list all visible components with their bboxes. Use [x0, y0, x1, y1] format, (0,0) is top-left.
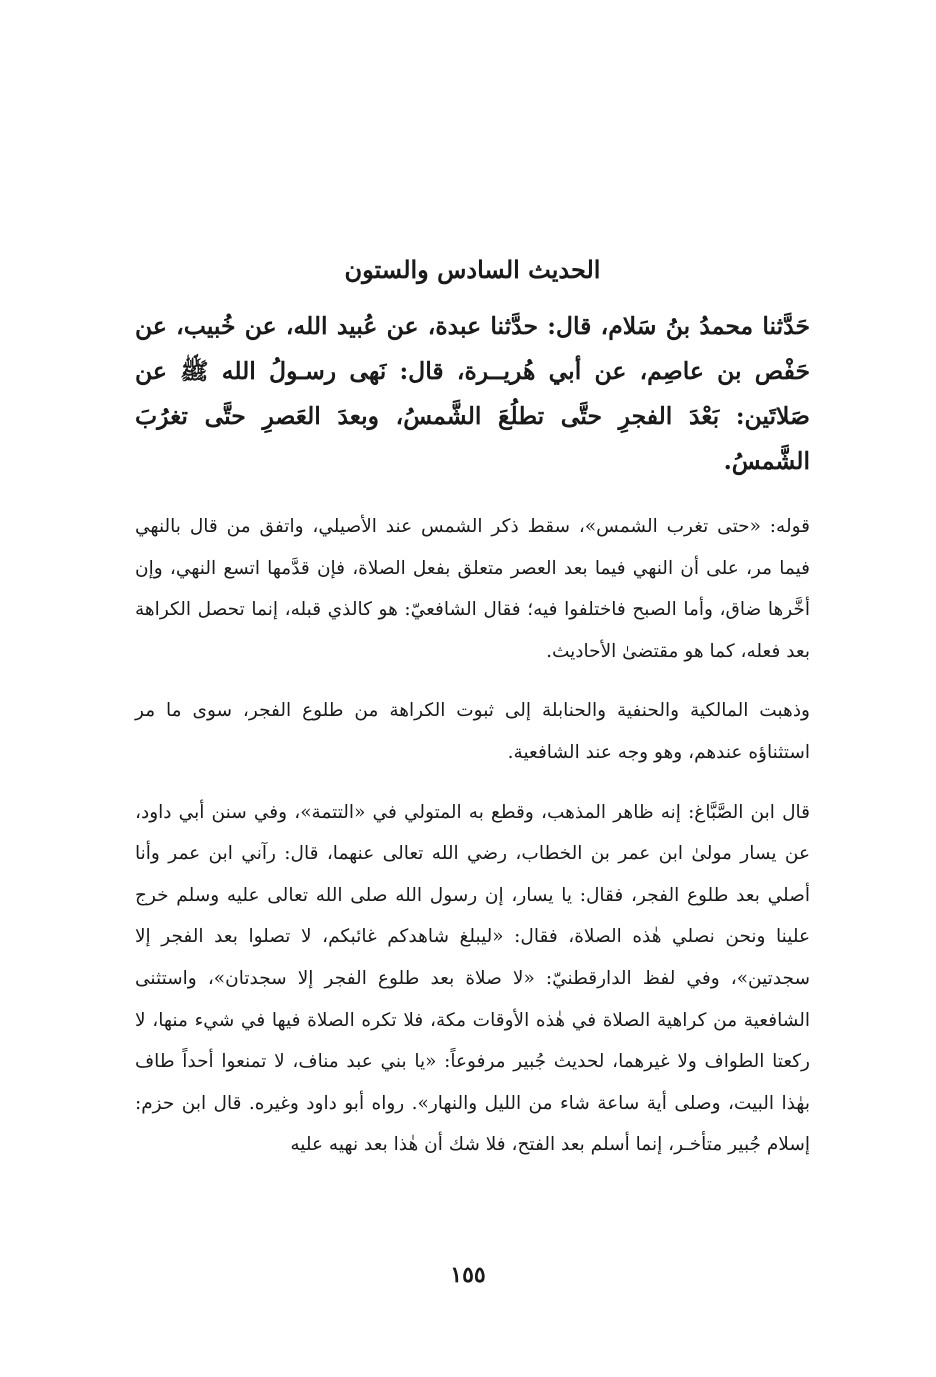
commentary-paragraph-1: قوله: «حتى تغرب الشمس»، سقط ذكر الشمس عند الأصيلي، واتفق من قال بالنهي فيما مر، على أن النهي فيما بعد العصر متعلق بفعل الصلاة، فإن قدَّمها اتسع النهي، وإن أخَّرها ضاق، وأما الصبح فاختلفوا فيه؛ فقال الشافعيّ: هو كالذي قبله، إنما تحصل الكراهة بعد فعله، كما هو مقتضىٰ الأحاديث. [135, 516, 810, 662]
commentary-paragraph-3: قال ابن الصَّبَّاغ: إنه ظاهر المذهب، وقطع به المتولي في «التتمة»، وفي سنن أبي داود، عن يسار مولىٰ ابن عمر بن الخطاب، رضي الله تعالى عنهما، قال: رآني ابن عمر وأنا أصلي بعد طلوع الفجر، فقال: يا يسار، إن رسول الله صلى الله تعالى عليه وسلم خرج علينا ونحن نصلي هٰذه الصلاة، فقال: «ليبلغ شاهدكم غائبكم، لا تصلوا بعد الفجر إلا سجدتين»، وفي لفظ الدارقطنيّ: «لا صلاة بعد طلوع الفجر إلا سجدتان»، واستثنى الشافعية من كراهية الصلاة في هٰذه الأوقات مكة، فلا تكره الصلاة فيها في شيء منها، لا ركعتا الطواف ولا غيرهما، لحديث جُبير مرفوعاً: «يا بني عبد مناف، لا تمنعوا أحداً طاف بهٰذا البيت، وصلى أية ساعة شاء من الليل والنهار». رواه أبو داود وغيره. قال ابن حزم: إسلام جُبير متأخـر، إنما أسلم بعد الفتح، فلا شك أن هٰذا بعد نهيه عليه [135, 801, 810, 1156]
hadith-text: حَدَّثنا محمدُ بنُ سَلام، قال: حدَّثنا عبدة، عن عُبيد الله، عن خُبيب، عن حَفْص بن عاصِم، عن أبي هُريــرة، قال: نَهى رسـولُ الله ﷺ عن صَلاتَين: بَعْدَ الفجرِ حتَّى تطلُعَ الشَّمسُ، وبعدَ العَصرِ حتَّى تغرُبَ الشَّمسُ. [135, 312, 810, 475]
hadith-title: الحديث السادس والستون [344, 255, 601, 284]
hadith-text-block [135, 304, 810, 484]
page-number: ١٥٥ [450, 1262, 486, 1288]
page-body [135, 250, 810, 1184]
commentary [135, 506, 810, 1166]
commentary-paragraph-2: وذهبت المالكية والحنفية والحنابلة إلى ثبوت الكراهة من طلوع الفجر، سوى ما مر استثناؤه عندهم، وهو وجه عند الشافعية. [135, 700, 810, 763]
